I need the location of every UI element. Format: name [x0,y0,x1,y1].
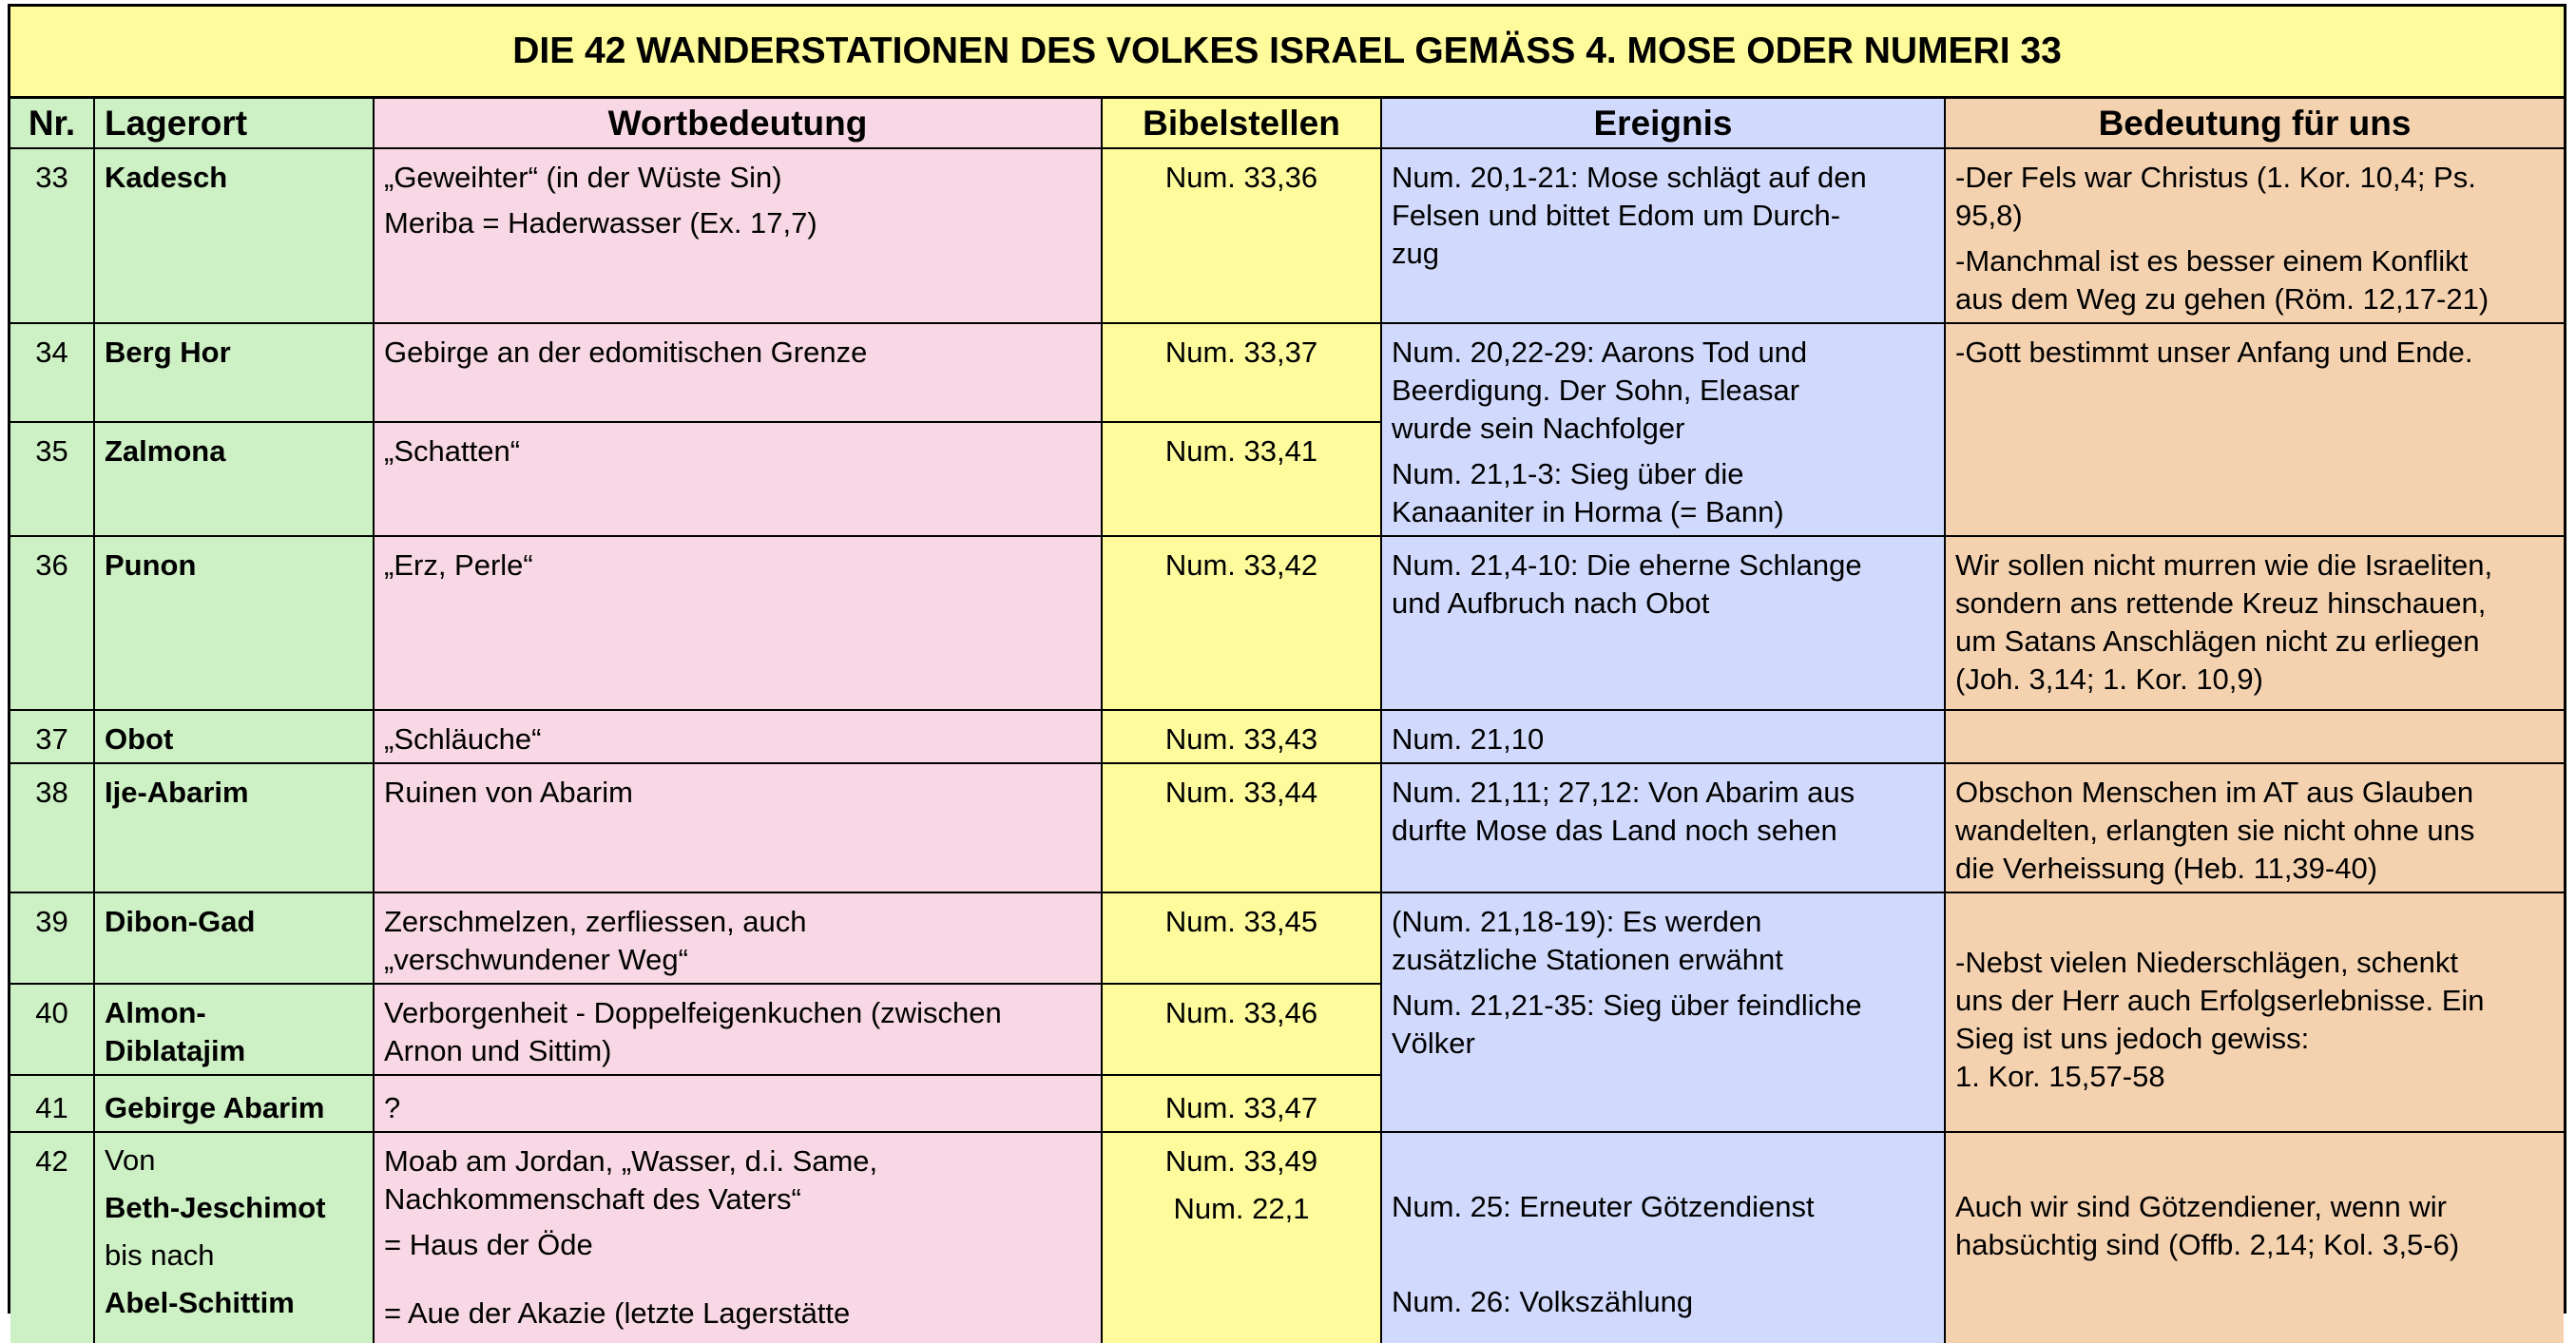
row-bibelstellen: Num. 33,46 [1102,984,1381,1075]
wort-line: Arnon und Sittim) [384,1034,612,1067]
ereignis-line: (Num. 21,18-19): Es werden [1392,905,1762,938]
row-wortbedeutung [374,892,1102,984]
row-bedeutung [1945,1132,2564,1343]
row-nr: 42 [10,1132,94,1343]
table-row [10,536,2564,710]
bedeutung-line: uns der Herr auch Erfolgserlebnisse. Ein [1955,984,2485,1017]
header-row [10,99,2564,148]
ereignis-line: Kanaaniter in Horma (= Bann) [1392,495,1784,528]
bedeutung-line: Wir sollen nicht murren wie die Israeliten, [1955,548,2493,582]
bedeutung-line: habsüchtig sind (Offb. 2,14; Kol. 3,5-6) [1955,1228,2460,1261]
stations-sheet [8,4,2566,1330]
ereignis-line: wurde sein Nachfolger [1392,412,1685,445]
ereignis-line: durfte Mose das Land noch sehen [1392,814,1837,847]
row-lagerort: Zalmona [94,422,374,536]
lagerort-line: Von [105,1143,156,1177]
row-wortbedeutung: ? [374,1075,1102,1132]
table-row [10,763,2564,892]
row-nr: 39 [10,892,94,984]
row-bibelstellen: Num. 33,44 [1102,763,1381,892]
row-ereignis [1381,1132,1945,1343]
ereignis-line: Num. 26: Volkszählung [1392,1285,1694,1318]
row-bedeutung: -Gott bestimmt unser Anfang und Ende. [1945,323,2564,536]
header-lagerort: Lagerort [94,99,374,148]
lagerort-line: Beth-Jeschimot [105,1191,326,1224]
row-lagerort: Berg Hor [94,323,374,422]
table-row [10,1132,2564,1343]
ereignis-line: Völker [1392,1026,1475,1060]
ereignis-line: Num. 20,22-29: Aarons Tod und [1392,336,1808,369]
wort-line: Zerschmelzen, zerfliessen, auch [384,905,807,938]
bedeutung-line: -Manchmal ist es besser einem Konflikt [1955,244,2469,278]
row-nr: 36 [10,536,94,710]
row-wortbedeutung: „Schatten“ [374,422,1102,536]
lagerort-line: bis nach [105,1238,215,1272]
lagerort-line: Almon- [105,996,206,1029]
bibelstelle-line: Num. 22,1 [1173,1192,1310,1225]
row-bedeutung [1945,710,2564,763]
bibelstelle-line: Num. 33,49 [1164,1144,1318,1178]
bedeutung-line: Sieg ist uns jedoch gewiss: [1955,1022,2310,1055]
bedeutung-para [1955,159,2554,235]
row-bedeutung [1945,892,2564,1132]
bedeutung-line: 1. Kor. 15,57-58 [1955,1060,2165,1093]
row-ereignis: Num. 21,10 [1381,710,1945,763]
row-lagerort: Kadesch [94,148,374,323]
table-row [10,892,2564,984]
row-bibelstellen [1102,1132,1381,1343]
ereignis-para [1392,455,1934,531]
ereignis-line: Num. 21,4-10: Die eherne Schlange [1392,548,1862,582]
row-ereignis [1381,763,1945,892]
bedeutung-line: 95,8) [1955,199,2023,232]
page-title: DIE 42 WANDERSTATIONEN DES VOLKES ISRAEL GEMÄSS 4. MOSE ODER NUMERI 33 [10,7,2564,99]
stations-table [10,99,2564,1343]
bedeutung-para [1955,242,2554,318]
lagerort-line: Abel-Schittim [105,1286,295,1319]
ereignis-line: Felsen und bittet Edom um Durch- [1392,199,1841,232]
table-row [10,323,2564,422]
row-bedeutung [1945,536,2564,710]
wort-line: „Geweihter“ (in der Wüste Sin) [384,161,782,194]
row-nr: 41 [10,1075,94,1132]
ereignis-line: Num. 21,11; 27,12: Von Abarim aus [1392,776,1855,809]
wort-line: Verborgenheit - Doppelfeigenkuchen (zwischen [384,996,1002,1029]
header-ereignis: Ereignis [1381,99,1945,148]
header-bedeutung: Bedeutung für uns [1945,99,2564,148]
row-bedeutung [1945,763,2564,892]
bedeutung-line: um Satans Anschlägen nicht zu erliegen [1955,624,2480,658]
ereignis-line: Beerdigung. Der Sohn, Eleasar [1392,374,1800,407]
row-wortbedeutung: „Erz, Perle“ [374,536,1102,710]
row-lagerort: Dibon-Gad [94,892,374,984]
wort-line: Nachkommenschaft des Vaters“ [384,1182,801,1216]
row-wortbedeutung: Gebirge an der edomitischen Grenze [374,323,1102,422]
wort-line: = Haus der Öde [384,1228,593,1261]
row-nr: 38 [10,763,94,892]
table-row [10,148,2564,323]
bedeutung-line: Auch wir sind Götzendiener, wenn wir [1955,1190,2447,1223]
row-bibelstellen: Num. 33,37 [1102,323,1381,422]
row-ereignis [1381,148,1945,323]
wort-line: = Aue der Akazie (letzte Lagerstätte [384,1296,851,1330]
bedeutung-line: sondern ans rettende Kreuz hinschauen, [1955,586,2487,620]
row-lagerort: Punon [94,536,374,710]
ereignis-para [1392,987,1934,1063]
row-wortbedeutung [374,984,1102,1075]
bedeutung-line: (Joh. 3,14; 1. Kor. 10,9) [1955,662,2263,696]
bedeutung-line: wandelten, erlangten sie nicht ohne uns [1955,814,2475,847]
row-lagerort [94,1132,374,1343]
row-nr: 40 [10,984,94,1075]
ereignis-line: und Aufbruch nach Obot [1392,586,1710,620]
row-nr: 37 [10,710,94,763]
ereignis-line: Num. 21,1-3: Sieg über die [1392,457,1744,490]
ereignis-line: Num. 25: Erneuter Götzendienst [1392,1190,1815,1223]
row-nr: 35 [10,422,94,536]
bedeutung-line: aus dem Weg zu gehen (Röm. 12,17-21) [1955,282,2489,316]
lagerort-line: Diblatajim [105,1034,246,1067]
row-nr: 34 [10,323,94,422]
row-bibelstellen: Num. 33,43 [1102,710,1381,763]
ereignis-line: Num. 20,1-21: Mose schlägt auf den [1392,161,1867,194]
wort-para [384,1142,1091,1218]
ereignis-line: zusätzliche Stationen erwähnt [1392,943,1783,976]
row-bibelstellen: Num. 33,36 [1102,148,1381,323]
wort-line: Meriba = Haderwasser (Ex. 17,7) [384,206,817,240]
row-wortbedeutung [374,1132,1102,1343]
header-nr: Nr. [10,99,94,148]
row-lagerort: Ije-Abarim [94,763,374,892]
row-ereignis [1381,536,1945,710]
table-row [10,710,2564,763]
row-ereignis [1381,323,1945,536]
ereignis-line: Num. 21,21-35: Sieg über feindliche [1392,988,1862,1022]
row-bedeutung [1945,148,2564,323]
bedeutung-line: Obschon Menschen im AT aus Glauben [1955,776,2474,809]
header-bibelstellen: Bibelstellen [1102,99,1381,148]
row-wortbedeutung: „Schläuche“ [374,710,1102,763]
ereignis-para [1392,334,1934,448]
row-bibelstellen: Num. 33,41 [1102,422,1381,536]
row-lagerort: Obot [94,710,374,763]
bedeutung-line: -Nebst vielen Niederschlägen, schenkt [1955,946,2458,979]
row-ereignis [1381,892,1945,1132]
row-wortbedeutung [374,148,1102,323]
row-bibelstellen: Num. 33,47 [1102,1075,1381,1132]
ereignis-para [1392,903,1934,979]
ereignis-line: zug [1392,237,1439,270]
row-lagerort [94,984,374,1075]
row-lagerort: Gebirge Abarim [94,1075,374,1132]
row-wortbedeutung: Ruinen von Abarim [374,763,1102,892]
bedeutung-line: -Der Fels war Christus (1. Kor. 10,4; Ps. [1955,161,2476,194]
bedeutung-line: die Verheissung (Heb. 11,39-40) [1955,852,2378,885]
row-bibelstellen: Num. 33,45 [1102,892,1381,984]
wort-line: „verschwundener Weg“ [384,943,688,976]
wort-line: Moab am Jordan, „Wasser, d.i. Same, [384,1144,878,1178]
row-nr: 33 [10,148,94,323]
header-wortbedeutung: Wortbedeutung [374,99,1102,148]
row-bibelstellen: Num. 33,42 [1102,536,1381,710]
